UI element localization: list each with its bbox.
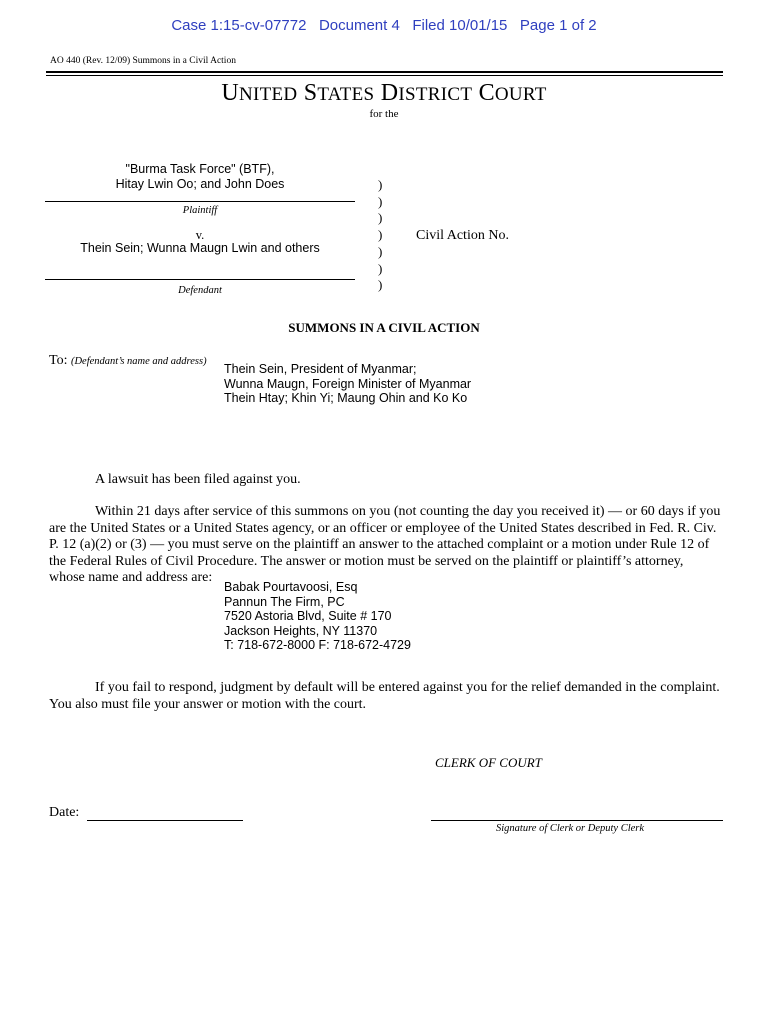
case-header-stamp [0, 17, 768, 34]
plaintiff-name-line-1: "Burma Task Force" (BTF), [125, 162, 275, 176]
response-instructions: Within 21 days after service of this summons on you (not counting the day you received it) — or 60 days if you are the United States or a United States agency, or an officer or employee of the United States described in Fed. R. Civ. P. 12 (a)(2) or (3) — you must serve on the plaintiff an answer to the attached complaint or a motion under Rule 12 of the Federal Rules of Civil Procedure. The answer or motion must be served on the plaintiff or plaintiff’s attorney, whose name and address are: [49, 504, 721, 585]
caption-paren: ) [378, 227, 383, 242]
caption-paren: ) [378, 194, 383, 209]
form-identifier: AO 440 (Rev. 12/09) Summons in a Civil Action [50, 56, 236, 66]
date-label: Date: [49, 805, 80, 820]
signature-line[interactable] [431, 820, 723, 821]
defendant-address-line: Thein Sein, President of Myanmar; [224, 362, 417, 376]
date-line[interactable] [87, 820, 243, 821]
civil-action-number-label: Civil Action No. [416, 228, 509, 243]
attorney-address-block [224, 580, 411, 653]
top-rule-thick [46, 71, 723, 73]
lawsuit-notice: A lawsuit has been filed against you. [95, 472, 301, 487]
plaintiff-name-line-2: Hitay Lwin Oo; and John Does [115, 177, 285, 191]
caption-paren: ) [378, 277, 383, 292]
plaintiff-rule [45, 201, 355, 202]
case-number: Case 1:15-cv-07772 [171, 17, 307, 34]
attorney-line: 7520 Astoria Blvd, Suite # 170 [224, 609, 392, 624]
defendant-address-line: Thein Htay; Khin Yi; Maung Ohin and Ko Ko [224, 391, 468, 406]
attorney-line: T: 718-672-8000 F: 718-672-4729 [224, 638, 411, 653]
versus-label: v. [195, 228, 205, 242]
attorney-line: Jackson Heights, NY 11370 [224, 623, 378, 638]
defendant-label: Defendant [178, 285, 222, 296]
clerk-of-court-label: CLERK OF COURT [435, 755, 542, 770]
to-hint: (Defendant’s name and address) [70, 356, 207, 367]
to-label: To: (Defendant’s name and address) [49, 353, 207, 368]
signature-label: Signature of Clerk or Deputy Clerk [496, 823, 645, 834]
defendant-names: Thein Sein; Wunna Maugn Lwin and others [80, 241, 320, 255]
caption-paren: ) [378, 261, 383, 276]
filed-date: Filed 10/01/15 [412, 17, 508, 34]
for-the-label: for the [369, 108, 399, 120]
page-indicator: Page 1 of 2 [519, 17, 597, 34]
defendant-address-block [224, 362, 471, 406]
court-title: UNITED STATES DISTRICT COURT [221, 80, 547, 106]
caption-paren: ) [378, 210, 383, 225]
caption-paren: ) [378, 244, 383, 259]
attorney-line: Babak Pourtavoosi, Esq [224, 580, 358, 594]
top-rule-thin [46, 75, 723, 76]
default-warning: If you fail to respond, judgment by default will be entered against you for the relief demanded in the complaint. You also must file your answer or motion with the court. [49, 680, 720, 712]
summons-heading: SUMMONS IN A CIVIL ACTION [288, 320, 480, 335]
attorney-line: Pannun The Firm, PC [224, 594, 345, 609]
defendant-rule [45, 279, 355, 280]
caption-paren: ) [378, 177, 383, 192]
document-number: Document 4 [318, 17, 400, 34]
plaintiff-label: Plaintiff [182, 205, 218, 216]
defendant-address-line: Wunna Maugn, Foreign Minister of Myanmar [224, 376, 472, 391]
